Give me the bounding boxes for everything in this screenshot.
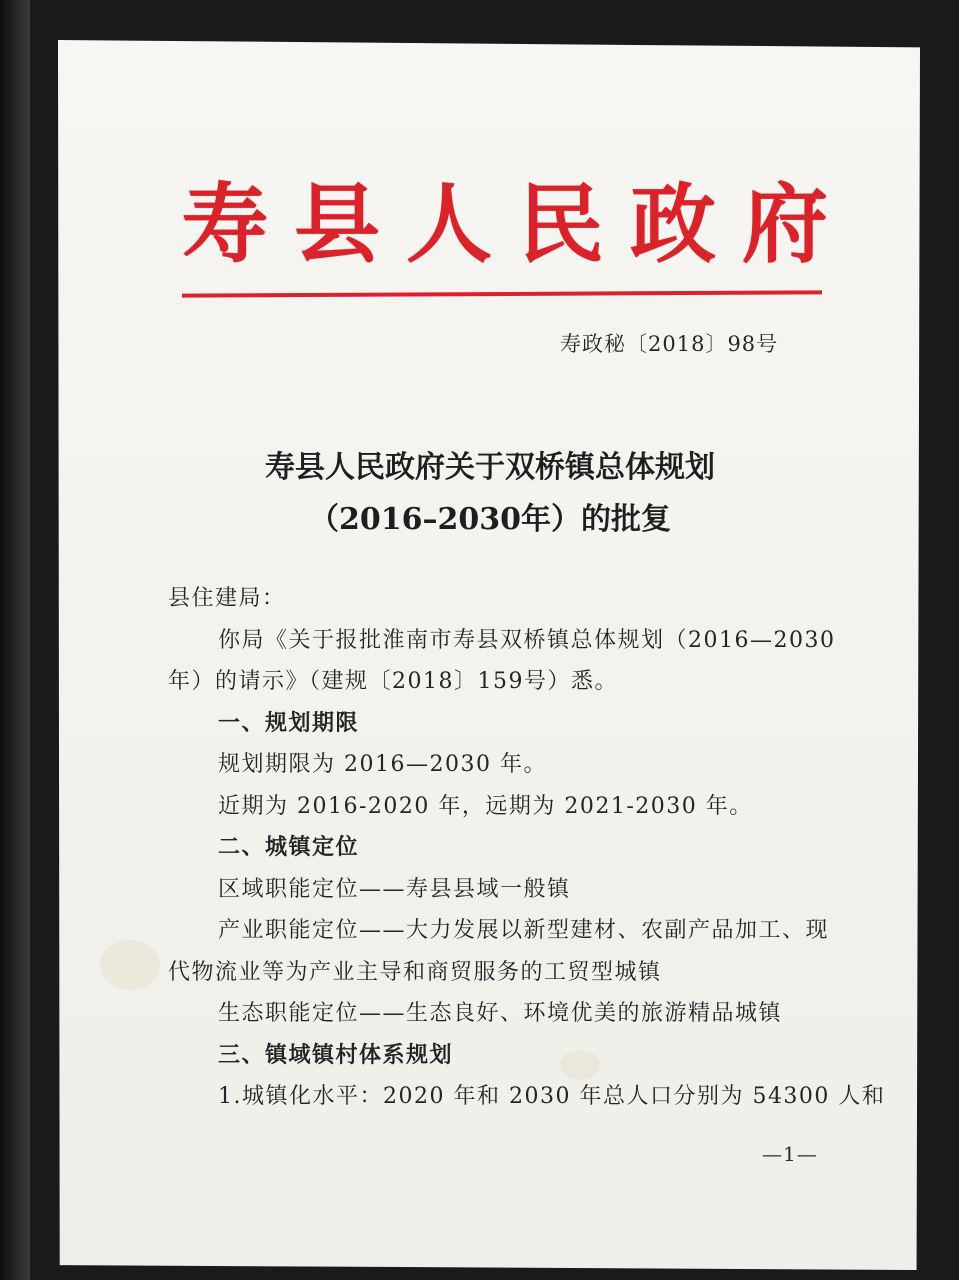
paragraph-line: 规划期限为 2016—2030 年。 — [218, 752, 547, 777]
paper-stain — [100, 940, 160, 990]
page-number: —1— — [762, 1142, 818, 1166]
title-line-1: 寿县人民政府关于双桥镇总体规划 — [265, 450, 715, 485]
document-number: 寿政秘〔2018〕98号 — [560, 332, 779, 356]
paragraph-line: 产业职能定位——大力发展以新型建材、农副产品加工、现 — [218, 918, 830, 943]
paragraph-line: 代物流业等为产业主导和商贸服务的工贸型城镇 — [168, 959, 662, 985]
paragraph-line: 1.城镇化水平：2020 年和 2030 年总人口分别为 54300 人和 — [218, 1084, 886, 1109]
paragraph-line: 近期为 2016-2020 年，远期为 2021-2030 年。 — [218, 793, 753, 819]
title-line-2: （2016–2030年）的批复 — [309, 502, 671, 537]
section-heading: 三、镇域镇村体系规划 — [218, 1042, 454, 1068]
paragraph-line: 年）的请示》（建规〔2018〕159号）悉。 — [168, 669, 618, 694]
document-title — [160, 442, 820, 546]
addressee: 县住建局： — [168, 586, 286, 611]
paragraph-line: 区域职能定位——寿县县域一般镇 — [218, 876, 571, 902]
section-heading: 一、规划期限 — [218, 710, 360, 736]
section-heading: 二、城镇定位 — [218, 835, 360, 860]
background-edge — [0, 0, 30, 1280]
issuer-header: 寿县人民政府 — [182, 174, 854, 275]
paragraph-line: 你局《关于报批淮南市寿县双桥镇总体规划（2016—2030 — [218, 627, 836, 653]
paragraph-line: 生态职能定位——生态良好、环境优美的旅游精品城镇 — [218, 1001, 783, 1026]
document-body — [168, 578, 886, 1118]
